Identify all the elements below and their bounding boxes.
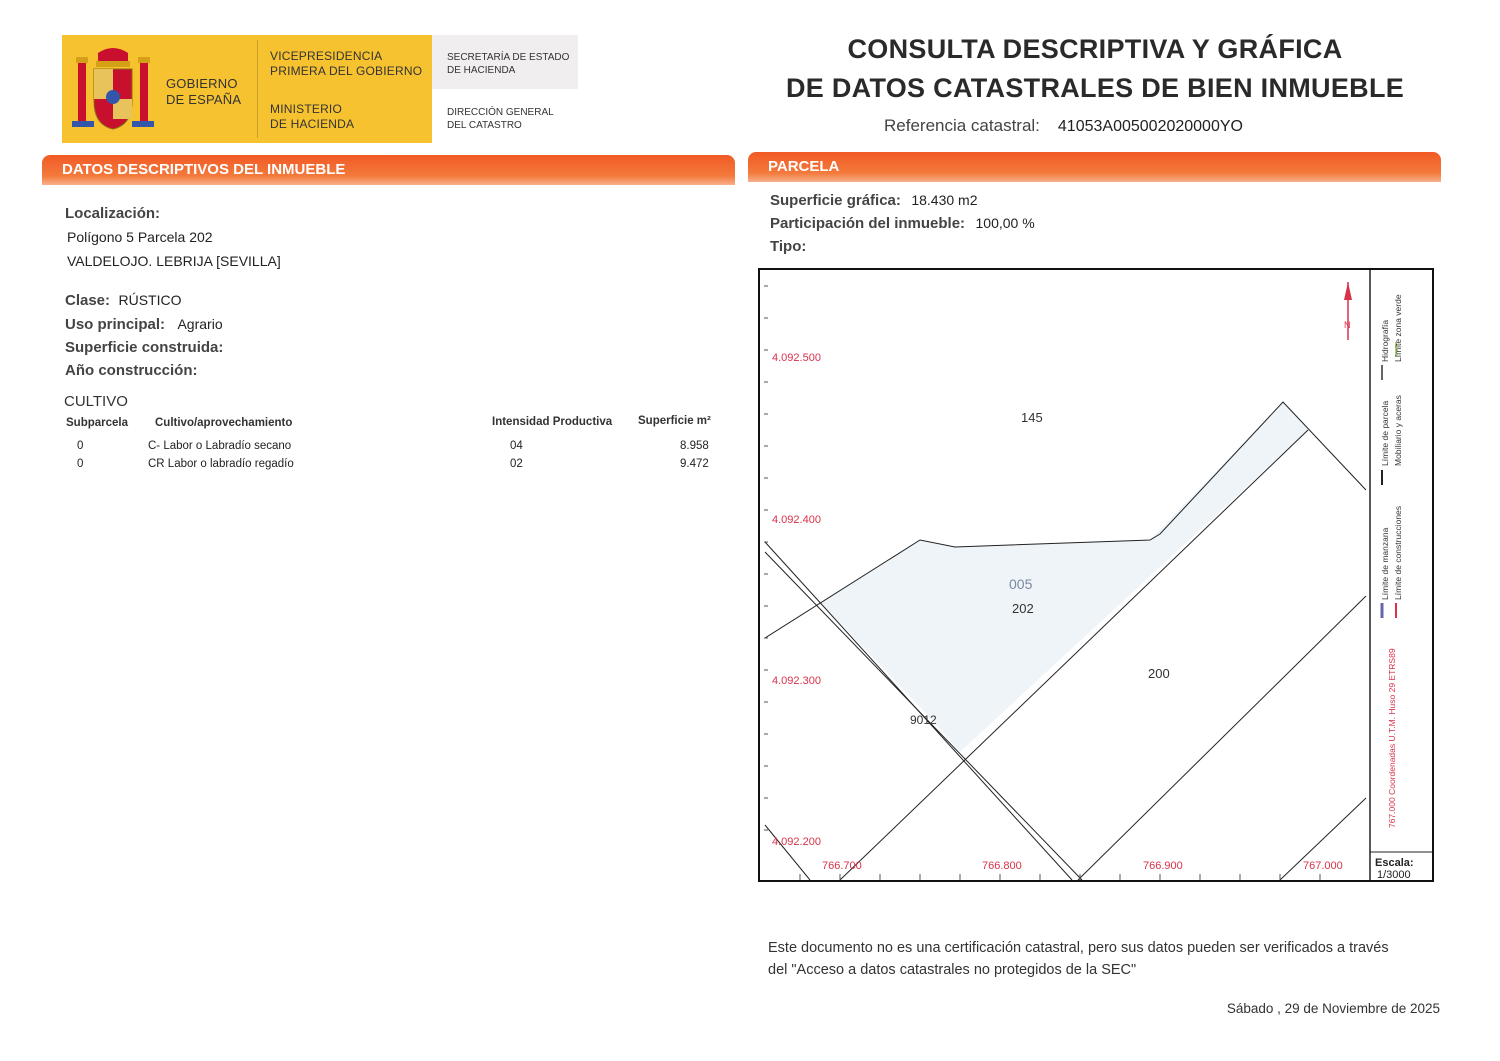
page-title-line2: DE DATOS CATASTRALES DE BIEN INMUEBLE: [785, 73, 1405, 103]
ref-label: Referencia catastral:: [884, 116, 1040, 135]
parcel-label-200: 200: [1148, 666, 1170, 681]
table-row-1-intensidad: 04: [510, 440, 523, 452]
parcel-label-145: 145: [1021, 410, 1043, 425]
uso-row: [65, 316, 223, 334]
table-row-2-intensidad: 02: [510, 458, 523, 470]
parcela-banner: PARCELA: [748, 152, 1441, 182]
page-title-line1: CONSULTA DESCRIPTIVA Y GRÁFICA: [847, 34, 1343, 64]
col-intensidad: Intensidad Productiva: [492, 416, 613, 428]
x-label-767000: 767.000: [1303, 860, 1343, 872]
gobierno-text: GOBIERNO DE ESPAÑA: [166, 76, 242, 107]
svg-text:N: N: [1344, 320, 1351, 330]
uso-value: Agrario: [177, 316, 223, 332]
localizacion-line1: Polígono 5 Parcela 202: [67, 229, 213, 245]
superficie-grafica-value: 18.430 m2: [911, 192, 978, 208]
localizacion-line2: VALDELOJO. LEBRIJA [SEVILLA]: [67, 253, 281, 269]
datos-descriptivos-banner: DATOS DESCRIPTIVOS DEL INMUEBLE: [42, 155, 735, 185]
coat-of-arms-icon: [72, 45, 154, 135]
referencia-catastral: [884, 116, 1243, 136]
escala-value: 1/3000: [1377, 869, 1411, 881]
cultivo-title: CULTIVO: [64, 393, 128, 410]
cadastral-map: N 4.092.500 4.092.400 4.092.300 4.092.200 766.700 766.800 766.900 767.000 145 005 202 200 9012 Hidrografía Límite zona verde Límite de parcela Mobiliario y aceras Límite de manzana Límite de construcciones 767.000 Coordenadas U.T.M. Huso 29 ETRS89 Escala: 1/3000: [758, 268, 1434, 882]
table-row-2-superficie: 9.472: [680, 458, 709, 470]
ano-construccion-label: Año construcción:: [65, 362, 198, 379]
x-axis-ticks: [800, 874, 1320, 880]
col-cultivo: Cultivo/aprovechamiento: [155, 417, 293, 429]
y-axis-ticks: [764, 286, 768, 830]
uso-label: Uso principal:: [65, 316, 166, 333]
table-row-1-cultivo: C- Labor o Labradío secano: [148, 440, 292, 452]
parcel-label-9012: 9012: [910, 713, 937, 727]
clase-label: Clase:: [65, 292, 111, 309]
document-date: Sábado , 29 de Noviembre de 2025: [1226, 1001, 1440, 1016]
table-row-2-subparcela: 0: [77, 458, 84, 470]
x-label-766900: 766.900: [1143, 860, 1183, 872]
table-row-1-subparcela: 0: [77, 440, 84, 452]
y-label-4092200: 4.092.200: [772, 836, 821, 848]
ministerio-text: MINISTERIO DE HACIENDA: [270, 102, 355, 131]
y-label-4092400: 4.092.400: [772, 514, 821, 526]
y-label-4092500: 4.092.500: [772, 352, 821, 364]
superficie-grafica-row: [770, 192, 978, 210]
clase-row: [65, 292, 181, 310]
participacion-value: 100,00 %: [975, 215, 1035, 231]
escala-label: Escala:: [1375, 857, 1414, 869]
north-arrow-icon: [1344, 282, 1352, 340]
ref-value: 41053A005002020000YO: [1057, 118, 1243, 135]
col-superficie: Superficie m²: [638, 415, 711, 427]
participacion-row: [770, 215, 1035, 233]
tipo-label: Tipo:: [770, 238, 807, 255]
footer-note: Este documento no es una certificación catastral, pero sus datos pueden ser verificados a través del "Acceso a datos catastrales no protegidos de la SEC": [768, 940, 1389, 978]
poligono-label-005: 005: [1009, 576, 1033, 592]
direccion-text: DIRECCIÓN GENERAL DEL CATASTRO: [447, 107, 554, 131]
participacion-label: Participación del inmueble:: [770, 215, 966, 232]
y-label-4092300: 4.092.300: [772, 675, 821, 687]
secretaria-text: SECRETARÍA DE ESTADO DE HACIENDA: [447, 52, 570, 76]
col-subparcela: Subparcela: [66, 417, 128, 429]
clase-value: RÚSTICO: [118, 292, 182, 308]
table-row-2-cultivo: CR Labor o labradío regadío: [148, 458, 294, 470]
x-label-766700: 766.700: [822, 860, 862, 872]
table-row-1-superficie: 8.958: [680, 440, 709, 452]
superficie-grafica-label: Superficie gráfica:: [770, 192, 901, 209]
vicepresidencia-text: VICEPRESIDENCIA PRIMERA DEL GOBIERNO: [270, 49, 423, 78]
parcel-label-202: 202: [1012, 601, 1034, 616]
x-label-766800: 766.800: [982, 860, 1022, 872]
localizacion-label: Localización:: [65, 205, 161, 222]
superficie-construida-label: Superficie construida:: [65, 339, 224, 356]
logo-divider: [257, 40, 258, 138]
map-drawing: [760, 270, 1432, 880]
parcel-202-fill: [820, 402, 1308, 752]
